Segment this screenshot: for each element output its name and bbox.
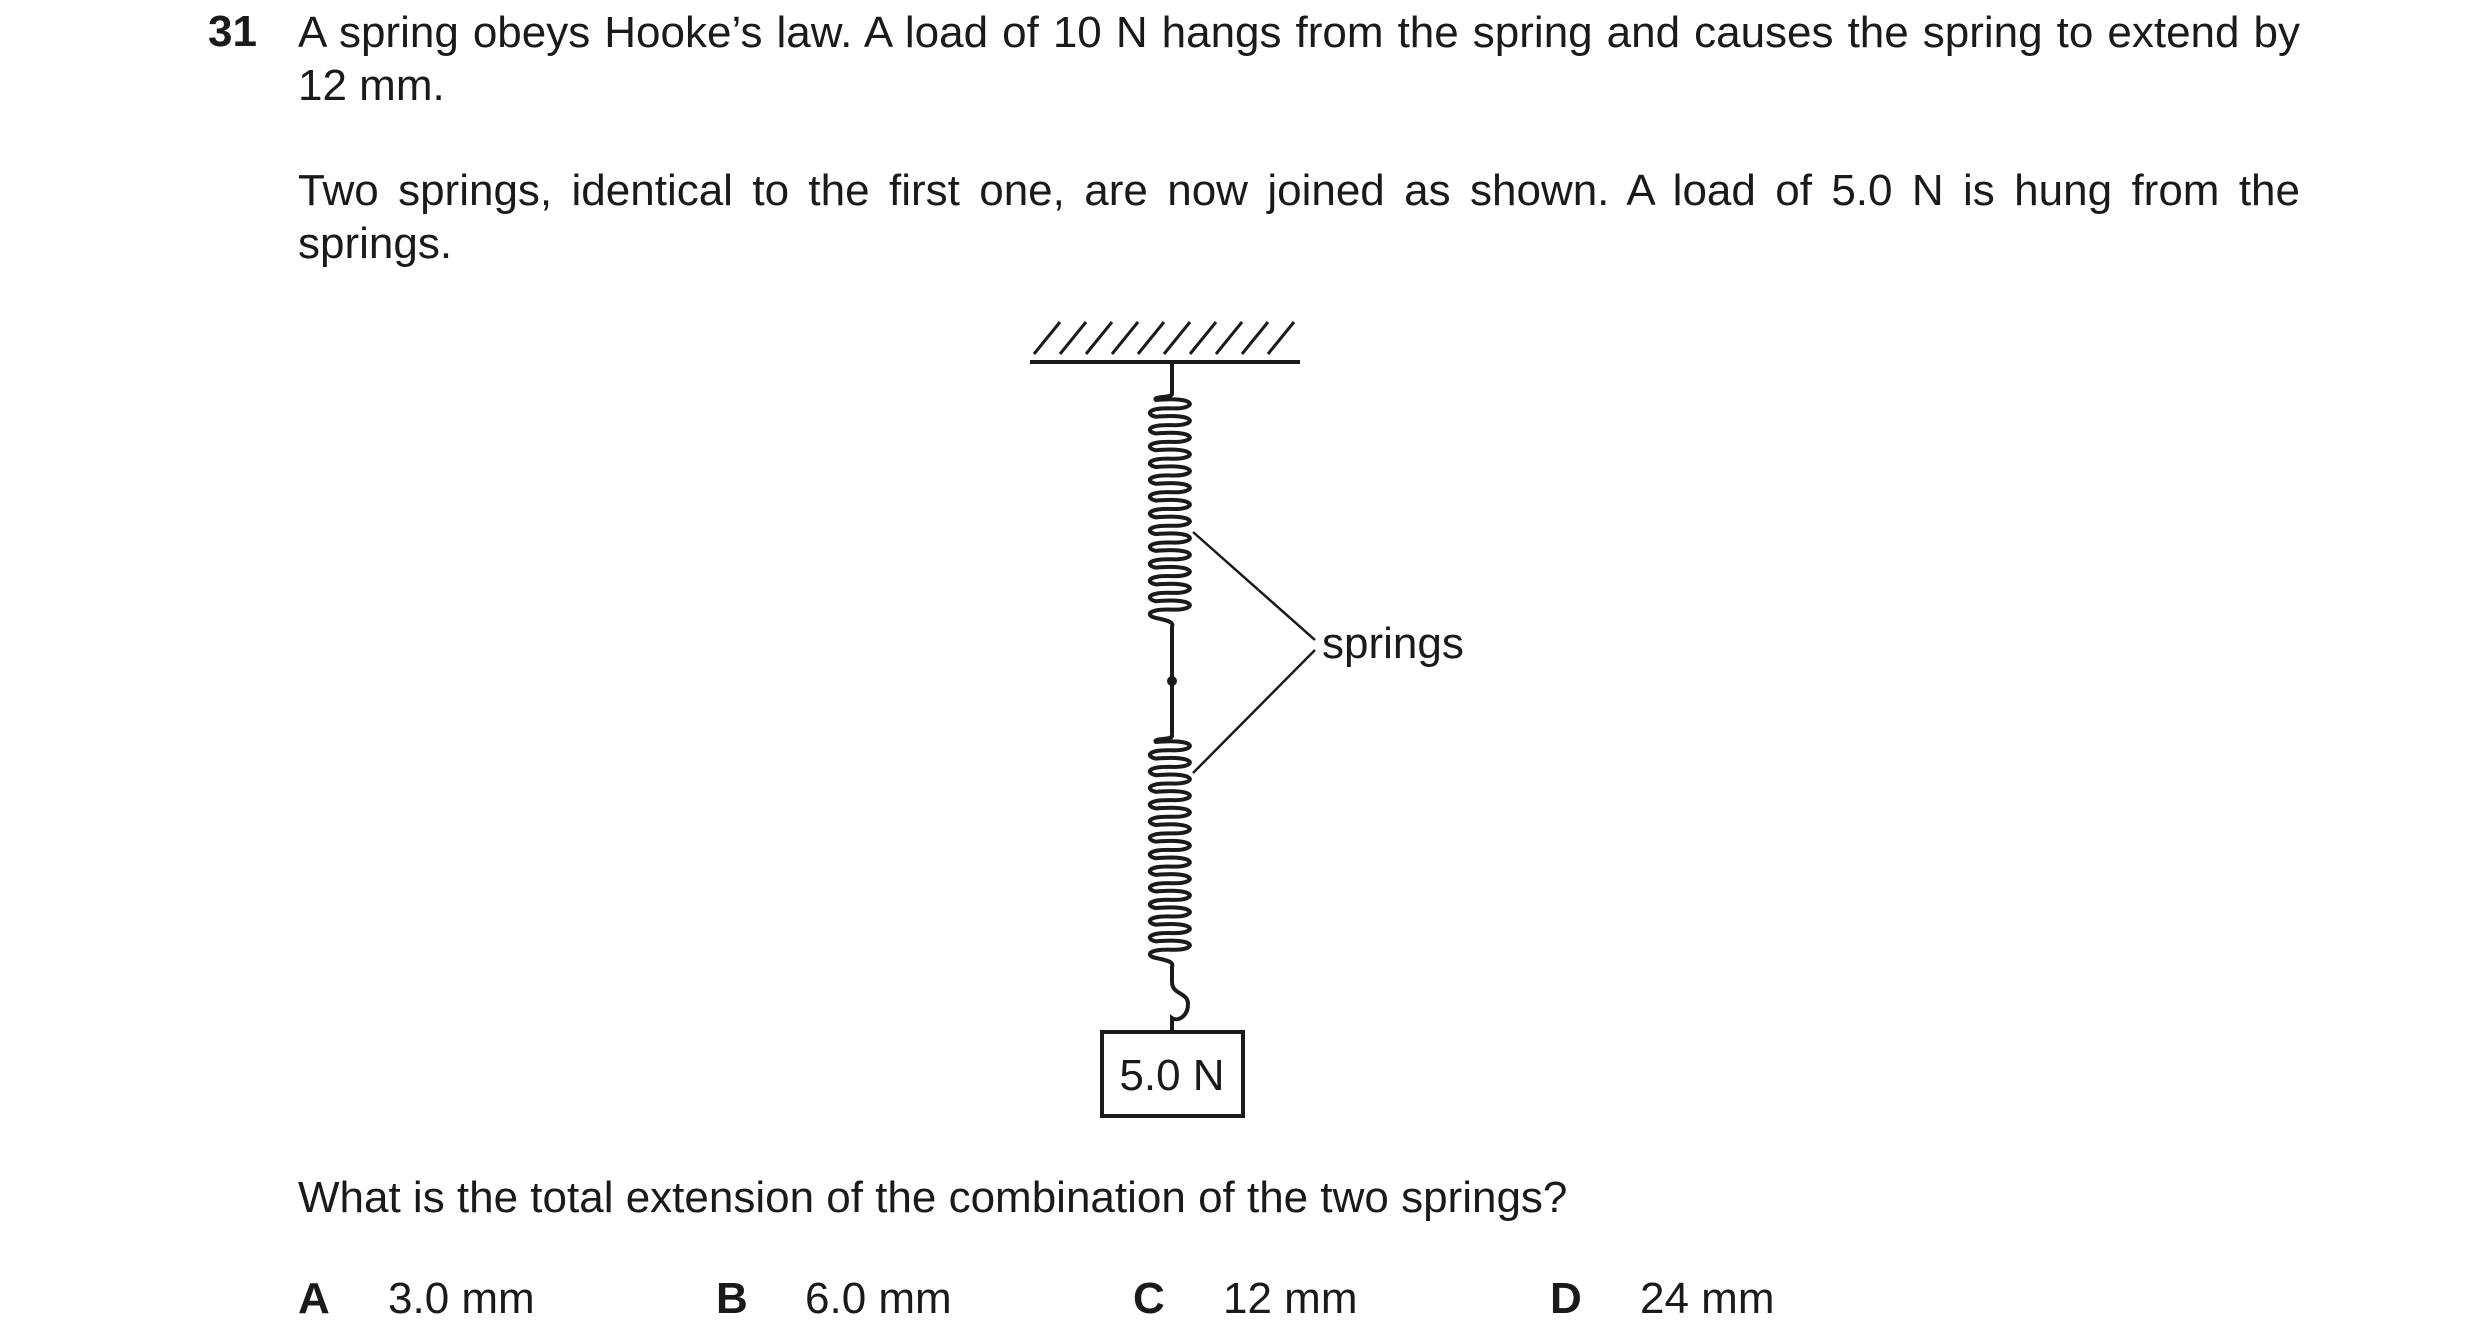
spring-coil	[1150, 362, 1190, 681]
leader-line-lower	[1193, 650, 1315, 773]
question-paragraph-1: A spring obeys Hooke’s law. A load of 10 N hangs from the spring and causes the spring to extend by 12 mm.	[298, 8, 2300, 110]
option-c-text: 12 mm	[1223, 1274, 1358, 1323]
upper-spring	[1150, 362, 1190, 681]
question-prompt: What is the total extension of the combination of the two springs?	[298, 1173, 1568, 1222]
lower-spring	[1150, 681, 1190, 968]
springs-label: springs	[1322, 619, 1464, 668]
option-a-letter: A	[298, 1274, 330, 1323]
option-d-letter: D	[1550, 1274, 1582, 1323]
option-d-text: 24 mm	[1640, 1274, 1775, 1323]
ceiling-hatching	[1034, 322, 1294, 354]
leader-line-upper	[1193, 532, 1315, 640]
question-paragraph-2: Two springs, identical to the first one, are now joined as shown. A load of 5.0 N is hung from the springs.	[298, 166, 2300, 268]
option-a-text: 3.0 mm	[388, 1274, 535, 1323]
option-c-letter: C	[1133, 1274, 1165, 1323]
question-number: 31	[208, 7, 257, 56]
spring-coil	[1150, 681, 1190, 968]
option-b-text: 6.0 mm	[805, 1274, 952, 1323]
load-label: 5.0 N	[1119, 1051, 1225, 1100]
option-b-letter: B	[716, 1274, 748, 1323]
hook	[1172, 968, 1188, 1032]
